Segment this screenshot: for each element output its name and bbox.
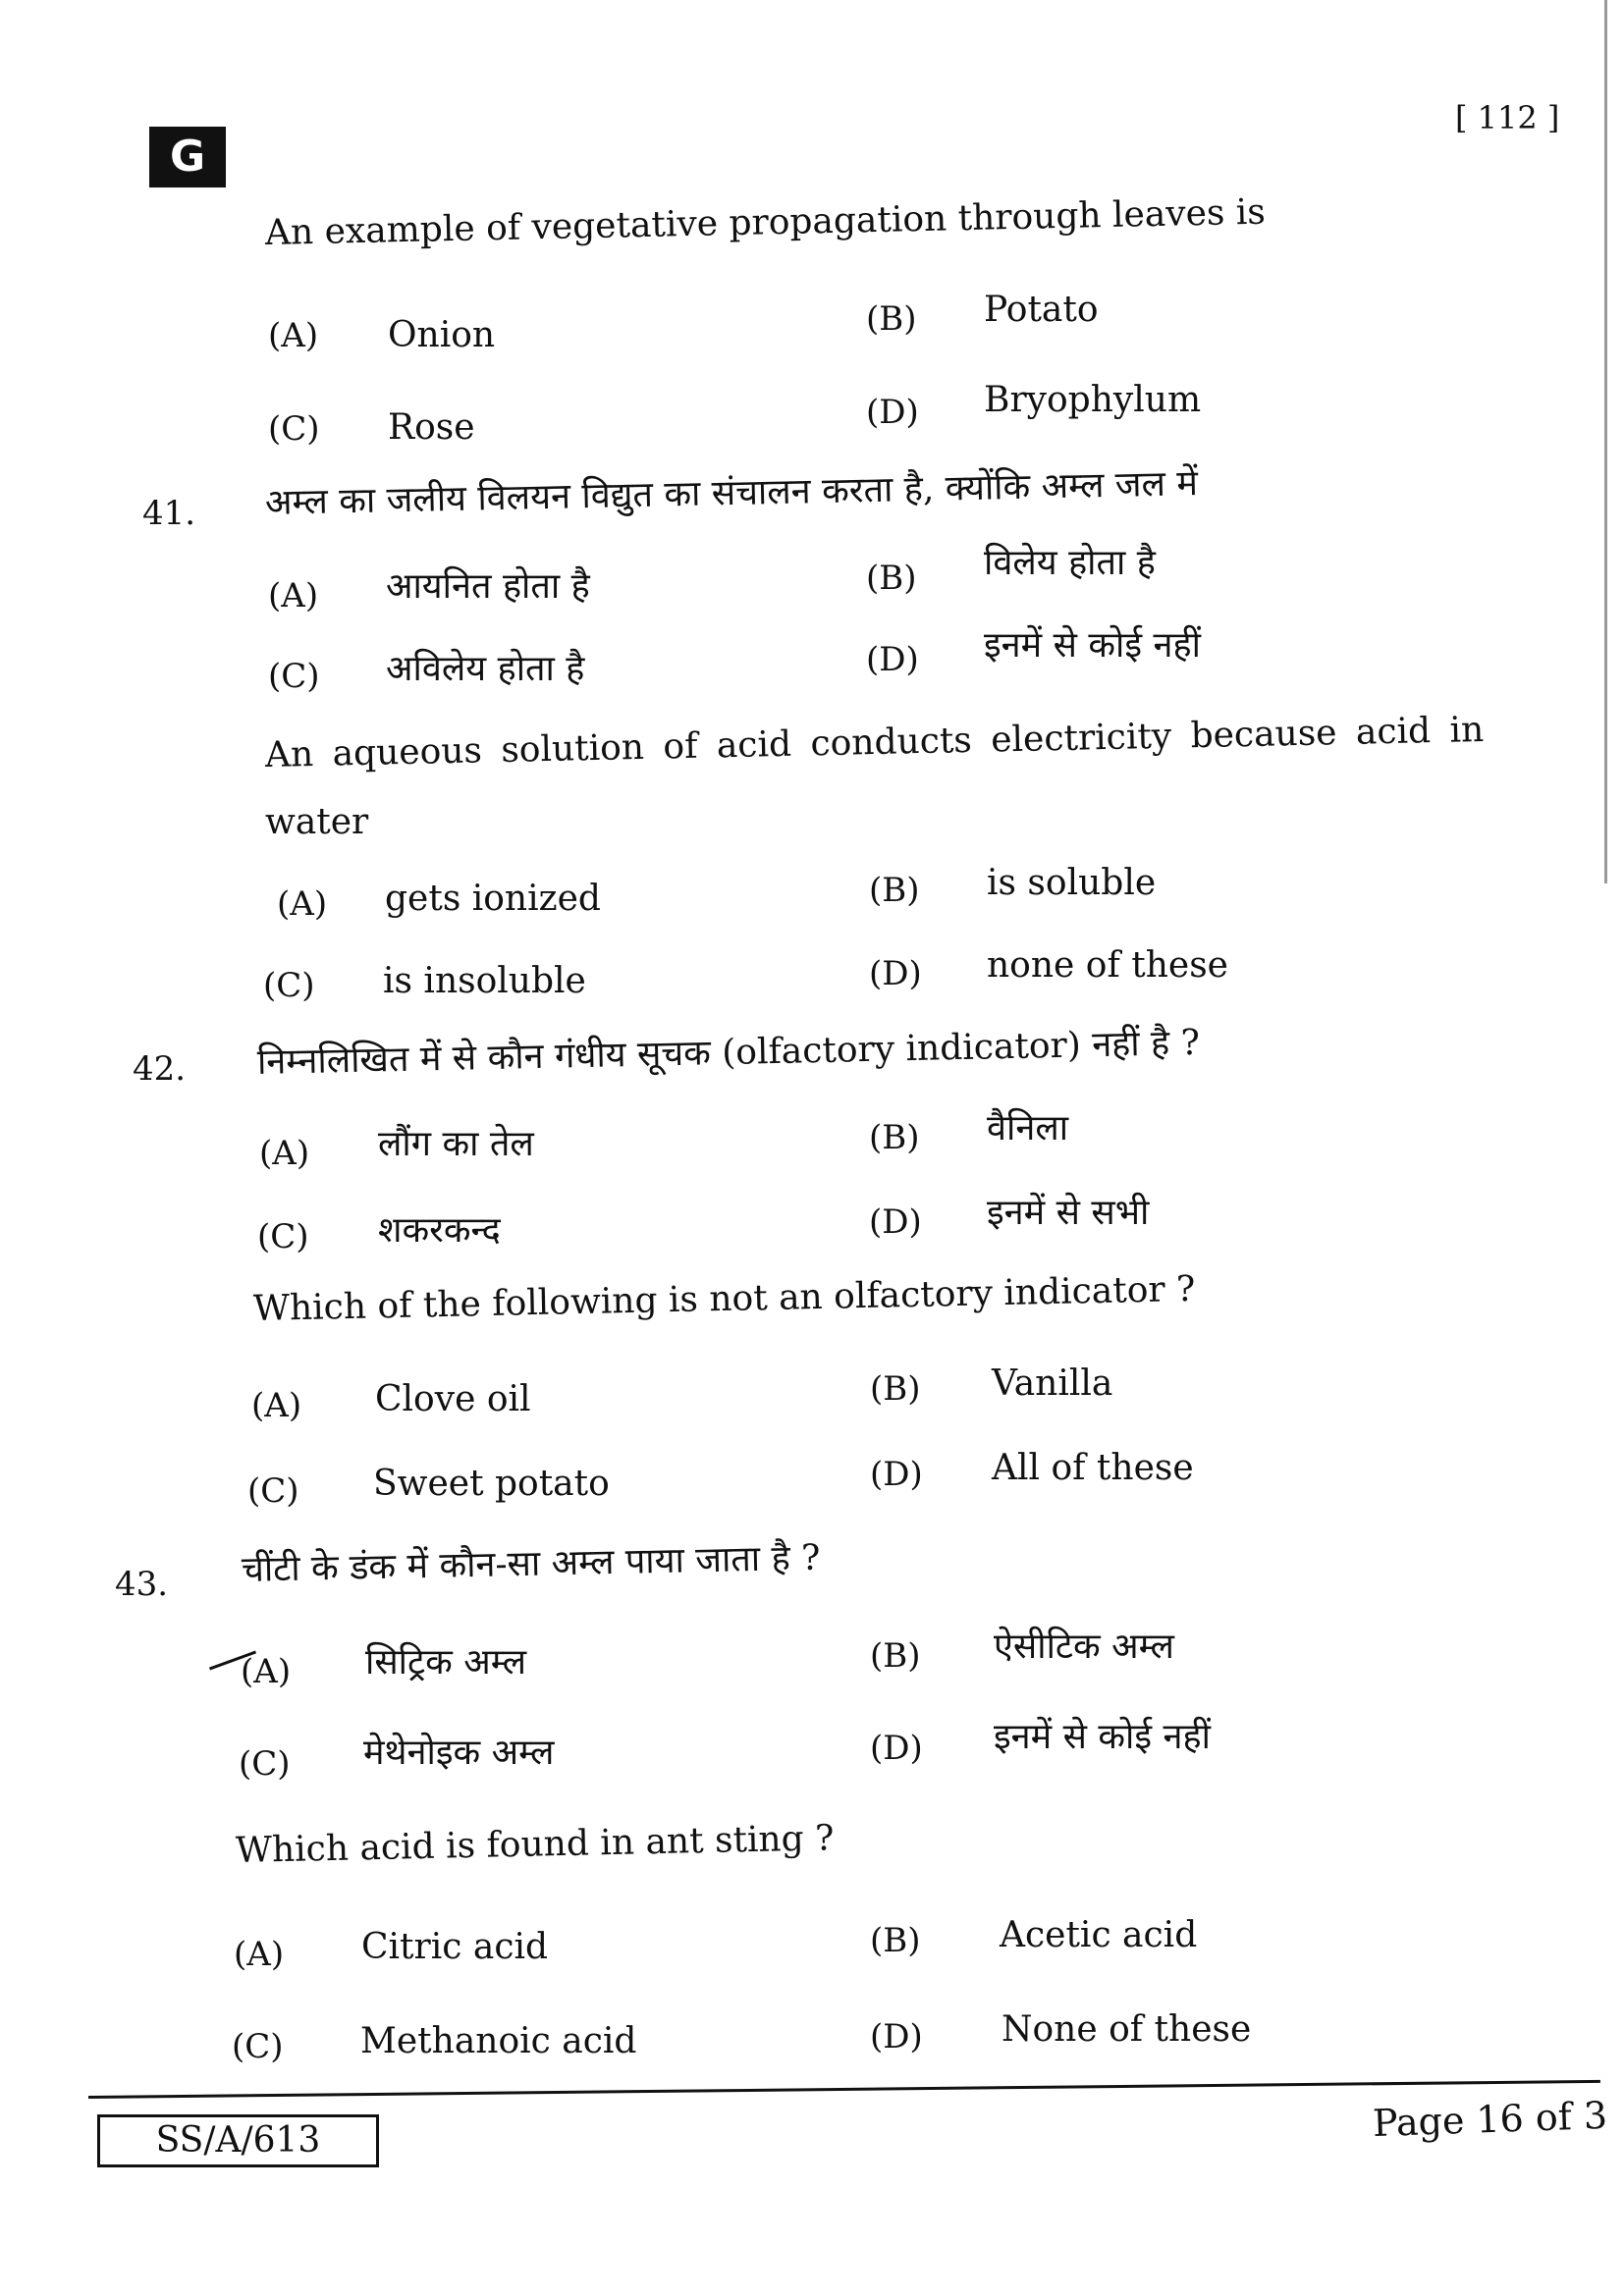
option-text: आयनित होता है [386, 566, 590, 607]
option-label: (A) [268, 576, 319, 615]
option-label: (D) [869, 954, 922, 993]
option-label: (A) [259, 1134, 310, 1173]
option-label: (C) [263, 966, 315, 1005]
option-text: Vanilla [992, 1363, 1113, 1404]
option-label: (B) [869, 871, 920, 910]
option-text: ऐसीटिक अम्ल [994, 1627, 1174, 1667]
option-text: none of these [987, 945, 1228, 986]
question-number: 41. [142, 494, 196, 533]
option-label: (B) [866, 559, 917, 598]
option-text: मेथेनोइक अम्ल [363, 1733, 555, 1773]
option-text: Bryophylum [984, 380, 1202, 420]
option-label: (B) [870, 1921, 921, 1960]
option-text: Acetic acid [1000, 1915, 1198, 1955]
option-text: Methanoic acid [360, 2021, 637, 2061]
option-label: (C) [268, 657, 320, 696]
q41-english-cont: water [265, 802, 369, 842]
question-number: 43. [115, 1565, 169, 1604]
option-label: (A) [277, 884, 328, 924]
page-marker: [ 112 ] [1455, 99, 1560, 136]
option-label: (C) [257, 1217, 309, 1256]
q41-english: An aqueous solution of acid conducts electricity because acid in [264, 710, 1485, 775]
option-text: Sweet potato [373, 1464, 610, 1504]
option-label: (A) [268, 316, 319, 355]
option-label: (C) [232, 2027, 284, 2066]
paper-code: SS/A/613 [97, 2114, 379, 2167]
q41-hindi: अम्ल का जलीय विलयन विद्युत का संचालन करता है, क्योंकि अम्ल जल में [264, 463, 1199, 523]
option-label: (D) [870, 1729, 923, 1768]
option-text: शकरकन्द [378, 1210, 501, 1251]
option-text: इनमें से कोई नहीं [994, 1717, 1211, 1757]
q40-english: An example of vegetative propagation through leaves is [264, 191, 1267, 253]
option-text: is insoluble [383, 961, 586, 1001]
option-text: None of these [1001, 2009, 1252, 2050]
footer-rule [88, 2080, 1600, 2099]
option-label: (D) [866, 393, 919, 432]
page-number: Page 16 of 3 [1372, 2093, 1608, 2146]
option-text: Citric acid [361, 1927, 549, 1967]
option-text: Clove oil [375, 1379, 531, 1419]
option-text: Rose [388, 407, 475, 448]
option-text: अविलेय होता है [386, 649, 585, 689]
option-label: (D) [870, 2017, 923, 2056]
option-label-marked: (A) [241, 1652, 292, 1691]
option-label: (D) [866, 640, 919, 679]
option-label: (B) [870, 1369, 921, 1409]
page-edge [1604, 0, 1607, 883]
q43-hindi: चींटी के डंक में कौन-सा अम्ल पाया जाता है ? [241, 1537, 821, 1590]
option-text: All of these [992, 1448, 1194, 1488]
option-label: (C) [268, 409, 320, 449]
option-label: (B) [870, 1636, 921, 1676]
option-label: (C) [247, 1471, 299, 1511]
option-text: gets ionized [385, 879, 601, 919]
option-text: वैनिला [987, 1108, 1069, 1148]
option-text: is soluble [987, 863, 1157, 903]
question-number: 42. [133, 1049, 187, 1089]
option-text: Onion [388, 315, 496, 355]
option-text: सिट्रिक अम्ल [365, 1642, 527, 1682]
option-label: (B) [866, 299, 917, 339]
option-text: लौंग का तेल [378, 1124, 534, 1164]
option-text: इनमें से कोई नहीं [984, 625, 1201, 666]
option-label: (A) [251, 1386, 302, 1425]
option-label: (B) [869, 1118, 920, 1157]
option-label: (A) [234, 1935, 285, 1974]
q43-english: Which acid is found in ant sting ? [235, 1818, 835, 1871]
option-text: इनमें से सभी [987, 1193, 1150, 1233]
option-label: (D) [870, 1455, 923, 1494]
q42-hindi: निम्नलिखित में से कौन गंधीय सूचक (olfactory indicator) नहीं है ? [256, 1022, 1201, 1083]
option-label: (D) [869, 1202, 922, 1242]
set-code-badge: G [149, 127, 226, 187]
option-label: (C) [239, 1744, 291, 1784]
q42-english: Which of the following is not an olfactory indicator ? [252, 1268, 1196, 1329]
option-text: विलेय होता है [984, 543, 1156, 583]
option-text: Potato [984, 290, 1099, 330]
